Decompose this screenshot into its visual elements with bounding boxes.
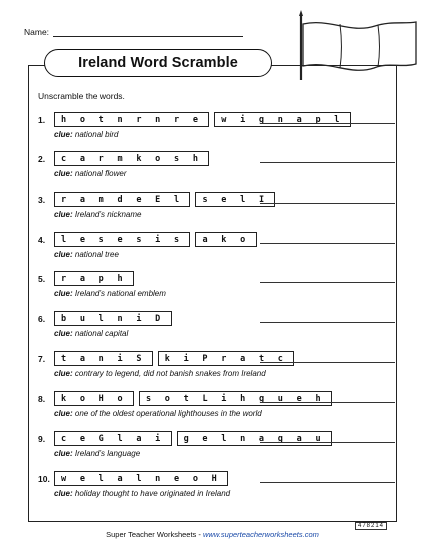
scrambled-words <box>54 192 275 207</box>
clue-text: Ireland’s nickname <box>74 210 142 219</box>
footer-brand: Super Teacher Worksheets <box>106 530 197 539</box>
scrambled-word-box: r a m d e E l <box>54 192 190 207</box>
clue-label: clue: <box>54 250 73 259</box>
instructions: Unscramble the words. <box>38 91 125 101</box>
scrambled-word-box: t a n i S <box>54 351 153 366</box>
clue-text: national tree <box>74 250 119 259</box>
clue <box>54 329 128 338</box>
clue-label: clue: <box>54 409 73 418</box>
scrambled-word-box: l e s e s i s <box>54 232 190 247</box>
clue-text: national capital <box>74 329 129 338</box>
scrambled-word-box: b u l n i D <box>54 311 172 326</box>
clue <box>54 369 266 378</box>
clue <box>54 130 119 139</box>
scrambled-word-box: s o t L i h g u e h <box>139 391 332 406</box>
scrambled-words <box>54 232 257 247</box>
clue-label: clue: <box>54 369 73 378</box>
clue <box>54 250 119 259</box>
scrambled-words <box>54 271 134 286</box>
clue-text: one of the oldest operational lighthouses in the world <box>74 409 262 418</box>
item-number: 6. <box>38 314 46 324</box>
answer-line[interactable] <box>260 282 395 283</box>
scrambled-word-box: s e l I <box>195 192 275 207</box>
item-number: 7. <box>38 354 46 364</box>
name-line[interactable] <box>53 28 243 37</box>
answer-line[interactable] <box>260 402 395 403</box>
scrambled-word-box: w i g n a p l <box>214 112 350 127</box>
item-number: 3. <box>38 195 46 205</box>
clue-text: Ireland’s language <box>74 449 141 458</box>
clue-label: clue: <box>54 329 73 338</box>
answer-line[interactable] <box>260 243 395 244</box>
clue-label: clue: <box>54 449 73 458</box>
answer-line[interactable] <box>260 203 395 204</box>
item-number: 5. <box>38 274 46 284</box>
clue-text: national bird <box>74 130 119 139</box>
scrambled-words <box>54 431 332 446</box>
scrambled-word-box: g e l n a g a u <box>177 431 332 446</box>
scrambled-word-box: a k o <box>195 232 256 247</box>
footer-separator: - <box>196 530 203 539</box>
scrambled-word-box: c a r m k o s h <box>54 151 209 166</box>
footer-url[interactable]: www.superteacherworksheets.com <box>202 530 319 539</box>
clue <box>54 449 140 458</box>
scrambled-words <box>54 151 209 166</box>
clue <box>54 169 127 178</box>
clue-text: national flower <box>74 169 127 178</box>
clue-label: clue: <box>54 489 73 498</box>
scrambled-words <box>54 351 294 366</box>
clue-text: Ireland’s national emblem <box>74 289 166 298</box>
scrambled-word-box: k o H o <box>54 391 134 406</box>
clue-label: clue: <box>54 169 73 178</box>
scrambled-words <box>54 391 332 406</box>
answer-line[interactable] <box>260 482 395 483</box>
answer-line[interactable] <box>260 123 395 124</box>
answer-line[interactable] <box>260 362 395 363</box>
answer-line[interactable] <box>260 322 395 323</box>
name-field-row <box>24 27 243 37</box>
scrambled-word-box: w e l a l n e o H <box>54 471 228 486</box>
item-number: 10. <box>38 474 50 484</box>
clue <box>54 489 230 498</box>
item-number: 1. <box>38 115 46 125</box>
worksheet-code: 478214 <box>355 522 387 530</box>
answer-line[interactable] <box>260 162 395 163</box>
clue-text: holiday thought to have originated in Ireland <box>74 489 231 498</box>
clue <box>54 289 166 298</box>
name-label: Name: <box>24 27 50 37</box>
scrambled-word-box: k i P r a t c <box>158 351 294 366</box>
clue-text: contrary to legend, did not banish snakes from Ireland <box>74 369 266 378</box>
scrambled-word-box: r a p h <box>54 271 134 286</box>
worksheet-title: Ireland Word Scramble <box>44 49 272 77</box>
clue-label: clue: <box>54 130 73 139</box>
clue-label: clue: <box>54 289 73 298</box>
item-number: 9. <box>38 434 46 444</box>
clue <box>54 409 262 418</box>
footer <box>0 530 425 539</box>
item-number: 2. <box>38 154 46 164</box>
scrambled-words <box>54 112 351 127</box>
answer-line[interactable] <box>260 442 395 443</box>
scrambled-words <box>54 311 172 326</box>
item-number: 4. <box>38 235 46 245</box>
scrambled-word-box: c e G l a i <box>54 431 172 446</box>
clue <box>54 210 141 219</box>
clue-label: clue: <box>54 210 73 219</box>
scrambled-words <box>54 471 228 486</box>
scrambled-word-box: h o t n r n r e <box>54 112 209 127</box>
item-number: 8. <box>38 394 46 404</box>
